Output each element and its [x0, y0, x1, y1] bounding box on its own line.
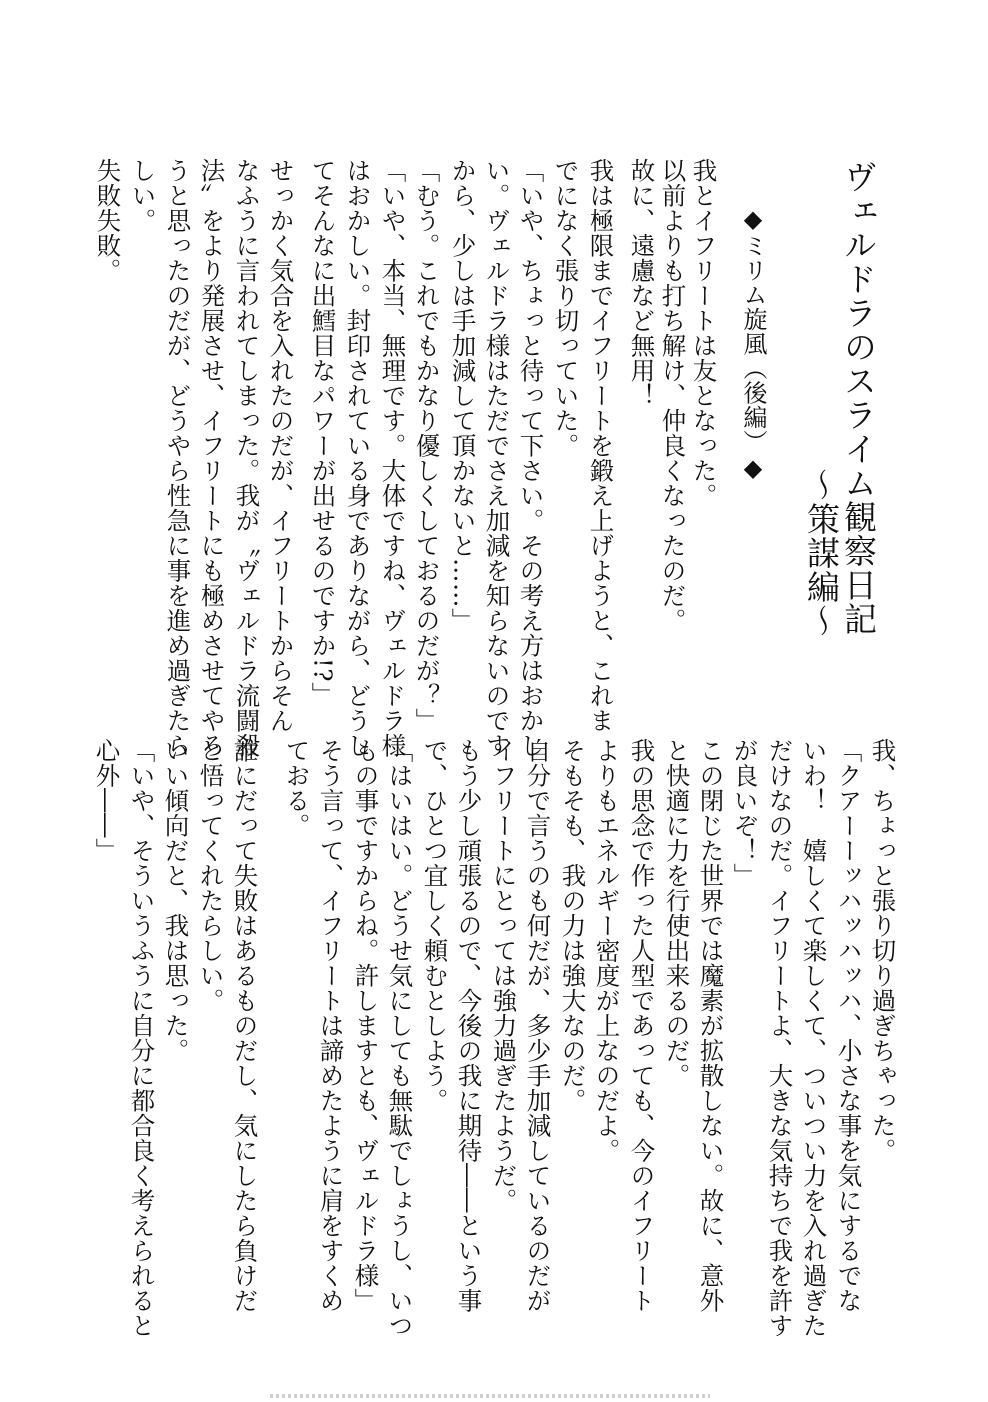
text-line: 我は極限までイフリートを鍛え上げようと、これま: [586, 158, 616, 733]
text-line: なふうに言われてしまった。我が〝ヴェルドラ流闘殺: [232, 158, 262, 758]
text-line: 「むう。これでもかなり優しくしておるのだが？」: [412, 158, 442, 733]
text-line: いい傾向だと、我は思った。: [161, 738, 191, 1063]
text-line: い。ヴェルドラ様はただでさえ加減を知らないのです: [482, 158, 512, 758]
text-line: 我の思念で作った人型であっても、今のイフリート: [627, 738, 657, 1313]
text-line: もの事ですからね。許しますとも、ヴェルドラ様」: [351, 738, 381, 1313]
text-line: はおかしい。封印されている身でありながら、どうし: [343, 158, 373, 758]
text-line: 失敗失敗。: [93, 158, 123, 283]
text-line: 誰にだって失敗はあるものだし、気にしたら負けだ: [230, 738, 260, 1313]
page-subtitle: ～策謀編～: [802, 468, 841, 638]
text-line: せっかく気合を入れたのだが、イフリートからそん: [266, 158, 296, 733]
text-line: てそんなに出鱈目なパワーが出せるのですか!?」: [308, 158, 338, 707]
text-line: しい。: [128, 158, 158, 233]
text-line: 我、ちょっと張り切り過ぎちゃった。: [868, 738, 898, 1163]
text-line: 「いや、そういうふうに自分に都合良く考えられると: [127, 738, 157, 1338]
text-line: だけなのだ。イフリートよ、大きな気持ちで我を許す: [765, 738, 795, 1338]
text-line: 心外――」: [92, 738, 122, 863]
text-line: 我とイフリートは友となった。: [689, 158, 719, 508]
text-line: から、少しは手加減して頂かないと……」: [448, 158, 478, 633]
text-line: が良いぞ！」: [730, 738, 760, 888]
text-line: で、ひとつ宜しく頼むとしよう。: [420, 738, 450, 1113]
text-line: 「いや、ちょっと待って下さい。その考え方はおかし: [516, 158, 546, 758]
text-line: そもそも、我の力は強大なのだ。: [558, 738, 588, 1113]
text-line: と快適に力を行使出来るのだ。: [662, 738, 692, 1088]
section-heading: ◆ミリム旋風（後編）◆: [739, 205, 767, 483]
text-line: ておる。: [282, 738, 312, 838]
text-line: そう言って、イフリートは諦めたように肩をすくめ: [316, 738, 346, 1313]
text-line: 故に、遠慮など無用！: [627, 158, 657, 408]
text-line: 「クアーーッハッハッハ、小さな事を気にするでな: [834, 738, 864, 1313]
text-line: でになく張り切っていた。: [551, 158, 581, 458]
footer-divider: [270, 1394, 710, 1398]
text-line: この閉じた世界では魔素が拡散しない。故に、意外: [696, 738, 726, 1313]
page-title: ヴェルドラのスライム観察日記: [839, 160, 878, 636]
text-line: いわ！ 嬉しくて楽しくて、ついつい力を入れ過ぎた: [799, 738, 829, 1338]
text-line: もう少し頑張るので、今後の我に期待――という事: [454, 738, 484, 1313]
text-line: 「いや、本当、無理です。大体ですね、ヴェルドラ様: [378, 158, 408, 758]
text-line: と悟ってくれたらしい。: [196, 738, 226, 1013]
text-line: 自分で言うのも何だが、多少手加減しているのだが: [523, 738, 553, 1313]
text-line: 法〟をより発展させ、イフリートにも極めさせてやろ: [197, 158, 227, 758]
text-line: うと思ったのだが、どうやら性急に事を進め過ぎたら: [163, 158, 193, 758]
text-line: 以前よりも打ち解け、仲良くなったのだ。: [658, 158, 688, 633]
text-line: イフリートにとっては強力過ぎたようだ。: [489, 738, 519, 1213]
text-line: よりもエネルギー密度が上なのだよ。: [592, 738, 622, 1163]
text-line: 「はいはい。どうせ気にしても無駄でしょうし、いつ: [385, 738, 415, 1338]
